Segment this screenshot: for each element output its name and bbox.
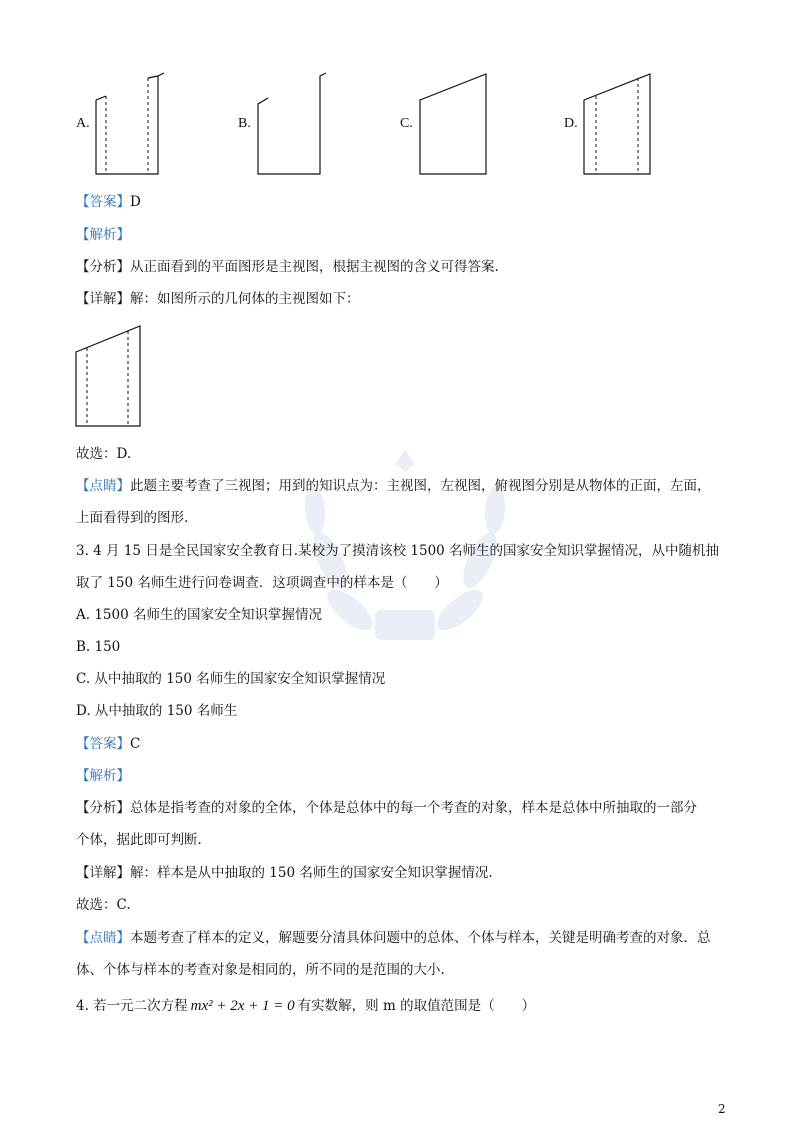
q3-fenxi-line-1	[76, 798, 697, 818]
q3-stem-line-2: 取了 150 名师生进行问卷调查．这项调查中的样本是（ ）	[76, 575, 448, 591]
option-c-figure	[416, 70, 496, 180]
q2-guxuan: 故选：D.	[76, 446, 132, 462]
answer-tag: 【答案】	[76, 194, 130, 210]
fenxi-tag: 【分析】	[76, 800, 130, 816]
q2-answer-line	[76, 192, 141, 212]
q2-dianjing-line-1	[76, 476, 711, 496]
option-d-label: D.	[564, 116, 578, 131]
page-number: 2	[718, 1102, 726, 1116]
q3-dianjing-line-2: 体、个体与样本的考查对象是相同的，所不同的是范围的大小.	[76, 962, 445, 978]
option-a-label: A.	[76, 116, 90, 131]
option-c-label: C.	[400, 116, 413, 131]
option-d-figure	[580, 70, 660, 180]
dianjing-tag: 【点睛】	[76, 930, 130, 946]
q2-dianjing-line-2: 上面看得到的图形.	[76, 510, 189, 526]
dianjing-text-1: 此题主要考查了三视图；用到的知识点为：主视图，左视图，俯视图分别是从物体的正面，左面，	[130, 478, 711, 494]
option-b-figure	[254, 70, 334, 180]
analysis-tag: 【解析】	[76, 227, 130, 243]
q3-xiangjie-line	[76, 863, 493, 883]
xiangjie-text: 解：样本是从中抽取的 150 名师生的国家安全知识掌握情况.	[130, 865, 493, 881]
fenxi-tag: 【分析】	[76, 259, 130, 275]
q3-stem-line-1: 3. 4 月 15 日是全民国家安全教育日.某校为了摸清该校 1500 名师生的国家安全知识掌握情况，从中随机抽	[76, 543, 720, 559]
option-b-label: B.	[238, 116, 251, 131]
q3-answer-line	[76, 734, 140, 754]
q2-fenxi-line	[76, 257, 499, 277]
q4-equation: mx² + 2x + 1 = 0	[190, 998, 295, 1014]
q4-stem	[76, 996, 535, 1016]
fenxi-text: 从正面看到的平面图形是主视图，根据主视图的含义可得答案.	[130, 259, 499, 275]
q3-dianjing-line-1	[76, 928, 711, 948]
front-view-figure	[72, 322, 152, 432]
xiangjie-text: 解：如图所示的几何体的主视图如下：	[130, 291, 360, 307]
answer-tag: 【答案】	[76, 736, 130, 752]
q3-option-a: A. 1500 名师生的国家安全知识掌握情况	[76, 607, 322, 623]
q3-option-c: C. 从中抽取的 150 名师生的国家安全知识掌握情况	[76, 671, 386, 687]
xiangjie-tag: 【详解】	[76, 291, 130, 307]
q3-option-d: D. 从中抽取的 150 名师生	[76, 703, 238, 719]
q3-option-b: B. 150	[76, 639, 121, 655]
q2-xiangjie-line	[76, 289, 360, 309]
q4-suffix: 有实数解，则 m 的取值范围是（ ）	[297, 998, 536, 1014]
q3-guxuan: 故选：C.	[76, 897, 131, 913]
dianjing-text-1: 本题考查了样本的定义，解题要分清具体问题中的总体、个体与样本，关键是明确考查的对象．总	[130, 930, 711, 946]
xiangjie-tag: 【详解】	[76, 865, 130, 881]
answer-value: D	[130, 194, 141, 210]
answer-value: C	[130, 736, 141, 752]
dianjing-tag: 【点睛】	[76, 478, 130, 494]
option-a-figure	[92, 70, 172, 180]
fenxi-text-1: 总体是指考查的对象的全体，个体是总体中的每一个考查的对象，样本是总体中所抽取的一部分	[130, 800, 697, 816]
q3-fenxi-line-2: 个体，据此即可判断.	[76, 832, 202, 848]
q4-prefix: 4. 若一元二次方程	[76, 998, 188, 1014]
analysis-tag: 【解析】	[76, 768, 130, 784]
